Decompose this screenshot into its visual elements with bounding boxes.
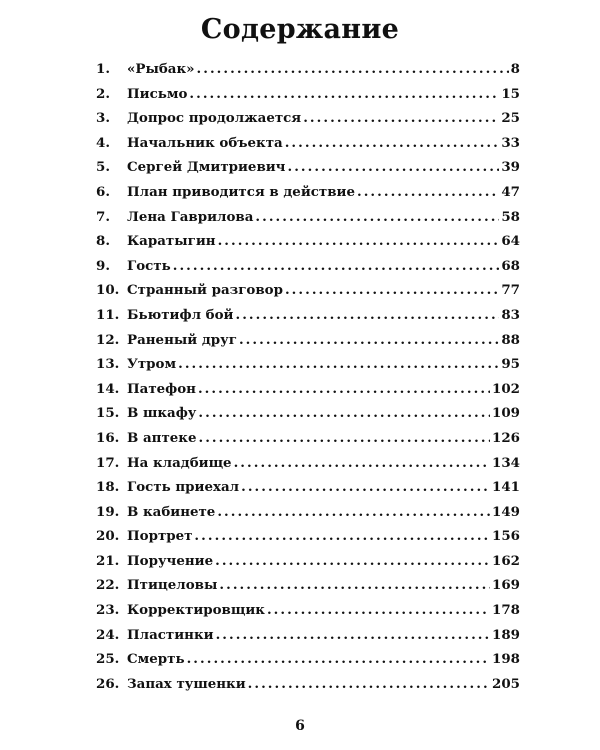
entry-number: 26. — [96, 675, 120, 692]
entry-title: Птицеловы — [127, 577, 218, 594]
entry-page-number: 68 — [501, 257, 520, 274]
entry-title: Гость — [127, 257, 171, 274]
entry-number: 1. — [96, 61, 110, 77]
entry-title: «Рыбак» — [127, 61, 195, 77]
toc-entry — [96, 135, 520, 160]
entry-page-number: 156 — [492, 528, 520, 545]
entry-page-number: 47 — [501, 183, 520, 200]
toc-entry — [96, 86, 520, 111]
toc-entry — [96, 479, 520, 504]
entry-title: Допрос продолжается — [127, 110, 302, 127]
dot-leader — [219, 577, 490, 593]
entry-page-number: 126 — [492, 429, 520, 446]
entry-page-number: 25 — [501, 110, 520, 127]
entry-number: 20. — [96, 528, 120, 545]
dot-leader — [255, 209, 499, 225]
entry-title: Бьютифл бой — [127, 306, 234, 323]
entry-page-number: 58 — [501, 208, 520, 225]
page-number: 6 — [295, 718, 305, 734]
entry-page-number: 149 — [492, 503, 520, 520]
toc-entry — [96, 356, 520, 381]
entry-page-number: 83 — [501, 306, 520, 323]
entry-number: 10. — [96, 282, 120, 299]
entry-number: 25. — [96, 651, 120, 668]
entry-number: 4. — [96, 134, 110, 151]
entry-page-number: 102 — [492, 380, 520, 397]
entry-title: Каратыгин — [127, 233, 216, 250]
entry-number: 11. — [96, 306, 120, 323]
entry-title: Поручение — [127, 552, 214, 569]
entry-page-number: 64 — [501, 233, 520, 250]
entry-page-number: 15 — [501, 85, 520, 102]
entry-title: В кабинете — [127, 503, 216, 520]
entry-number: 13. — [96, 356, 120, 373]
entry-page-number: 198 — [492, 651, 520, 668]
toc-entry — [96, 184, 520, 209]
dot-leader — [285, 282, 499, 298]
entry-number: 2. — [96, 85, 110, 102]
entry-page-number: 39 — [501, 159, 520, 176]
dot-leader — [287, 159, 499, 175]
entry-number: 9. — [96, 257, 110, 274]
toc-entry — [96, 504, 520, 529]
dot-leader — [285, 135, 500, 151]
dot-leader — [357, 184, 499, 200]
entry-number: 24. — [96, 626, 120, 643]
toc-entry — [96, 627, 520, 652]
entry-title: Утром — [127, 356, 177, 373]
entry-number: 18. — [96, 479, 120, 496]
table-of-contents — [96, 61, 520, 700]
toc-entry — [96, 676, 520, 701]
entry-page-number: 205 — [492, 675, 520, 692]
entry-page-number: 95 — [501, 356, 520, 373]
dot-leader — [218, 233, 500, 249]
entry-title: В шкафу — [127, 405, 197, 422]
entry-number: 5. — [96, 159, 110, 176]
dot-leader — [248, 676, 490, 692]
entry-page-number: 189 — [492, 626, 520, 643]
dot-leader — [178, 356, 499, 372]
toc-entry — [96, 159, 520, 184]
dot-leader — [241, 479, 490, 495]
dot-leader — [198, 381, 490, 397]
entry-page-number: 77 — [501, 282, 520, 299]
entry-title: Сергей Дмитриевич — [127, 159, 286, 176]
toc-entry — [96, 61, 520, 86]
entry-page-number: 109 — [492, 405, 520, 422]
toc-entry — [96, 307, 520, 332]
entry-title: Портрет — [127, 528, 193, 545]
dot-leader — [194, 528, 490, 544]
entry-title: Лена Гаврилова — [127, 208, 254, 225]
entry-number: 14. — [96, 380, 120, 397]
dot-leader — [187, 651, 490, 667]
entry-title: Раненый друг — [127, 331, 237, 348]
entry-page-number: 178 — [492, 602, 520, 619]
toc-entry — [96, 455, 520, 480]
entry-title: План приводится в действие — [127, 183, 355, 200]
toc-entry — [96, 258, 520, 283]
entry-number: 6. — [96, 183, 110, 200]
entry-page-number: 141 — [492, 479, 520, 496]
toc-entry — [96, 553, 520, 578]
entry-page-number: 33 — [501, 134, 520, 151]
entry-page-number: 134 — [492, 454, 520, 471]
dot-leader — [216, 627, 490, 643]
toc-entry — [96, 209, 520, 234]
dot-leader — [303, 110, 499, 126]
dot-leader — [217, 504, 490, 520]
entry-number: 22. — [96, 577, 120, 594]
entry-title: На кладбище — [127, 454, 232, 471]
entry-title: Пластинки — [127, 626, 214, 643]
entry-number: 23. — [96, 602, 120, 619]
entry-title: Начальник объекта — [127, 134, 283, 151]
entry-title: Смерть — [127, 651, 185, 668]
entry-number: 15. — [96, 405, 120, 422]
entry-page-number: 8 — [510, 61, 520, 77]
entry-number: 12. — [96, 331, 120, 348]
entry-title: Письмо — [127, 85, 188, 102]
dot-leader — [198, 430, 490, 446]
toc-entry — [96, 430, 520, 455]
toc-entry — [96, 405, 520, 430]
toc-entry — [96, 577, 520, 602]
toc-entry — [96, 651, 520, 676]
entry-title: Корректировщик — [127, 602, 265, 619]
page-title: Содержание — [200, 14, 400, 45]
entry-title: Запах тушенки — [127, 675, 246, 692]
entry-title: В аптеке — [127, 429, 197, 446]
toc-entry — [96, 110, 520, 135]
entry-number: 19. — [96, 503, 120, 520]
entry-number: 3. — [96, 110, 110, 127]
toc-entry — [96, 528, 520, 553]
entry-number: 17. — [96, 454, 120, 471]
entry-page-number: 169 — [492, 577, 520, 594]
entry-title: Патефон — [127, 380, 196, 397]
toc-entry — [96, 381, 520, 406]
toc-entry — [96, 282, 520, 307]
entry-number: 8. — [96, 233, 110, 250]
dot-leader — [189, 86, 499, 102]
dot-leader — [215, 553, 490, 569]
dot-leader — [267, 602, 490, 618]
toc-entry — [96, 332, 520, 357]
entry-number: 21. — [96, 552, 120, 569]
toc-entry — [96, 602, 520, 627]
dot-leader — [234, 455, 490, 471]
dot-leader — [239, 332, 499, 348]
dot-leader — [198, 405, 490, 421]
entry-number: 16. — [96, 429, 120, 446]
toc-entry — [96, 233, 520, 258]
dot-leader — [235, 307, 499, 323]
entry-page-number: 162 — [492, 552, 520, 569]
entry-page-number: 88 — [501, 331, 520, 348]
dot-leader — [197, 61, 509, 77]
entry-number: 7. — [96, 208, 110, 225]
dot-leader — [173, 258, 500, 274]
entry-title: Гость приехал — [127, 479, 240, 496]
entry-title: Странный разговор — [127, 282, 283, 299]
